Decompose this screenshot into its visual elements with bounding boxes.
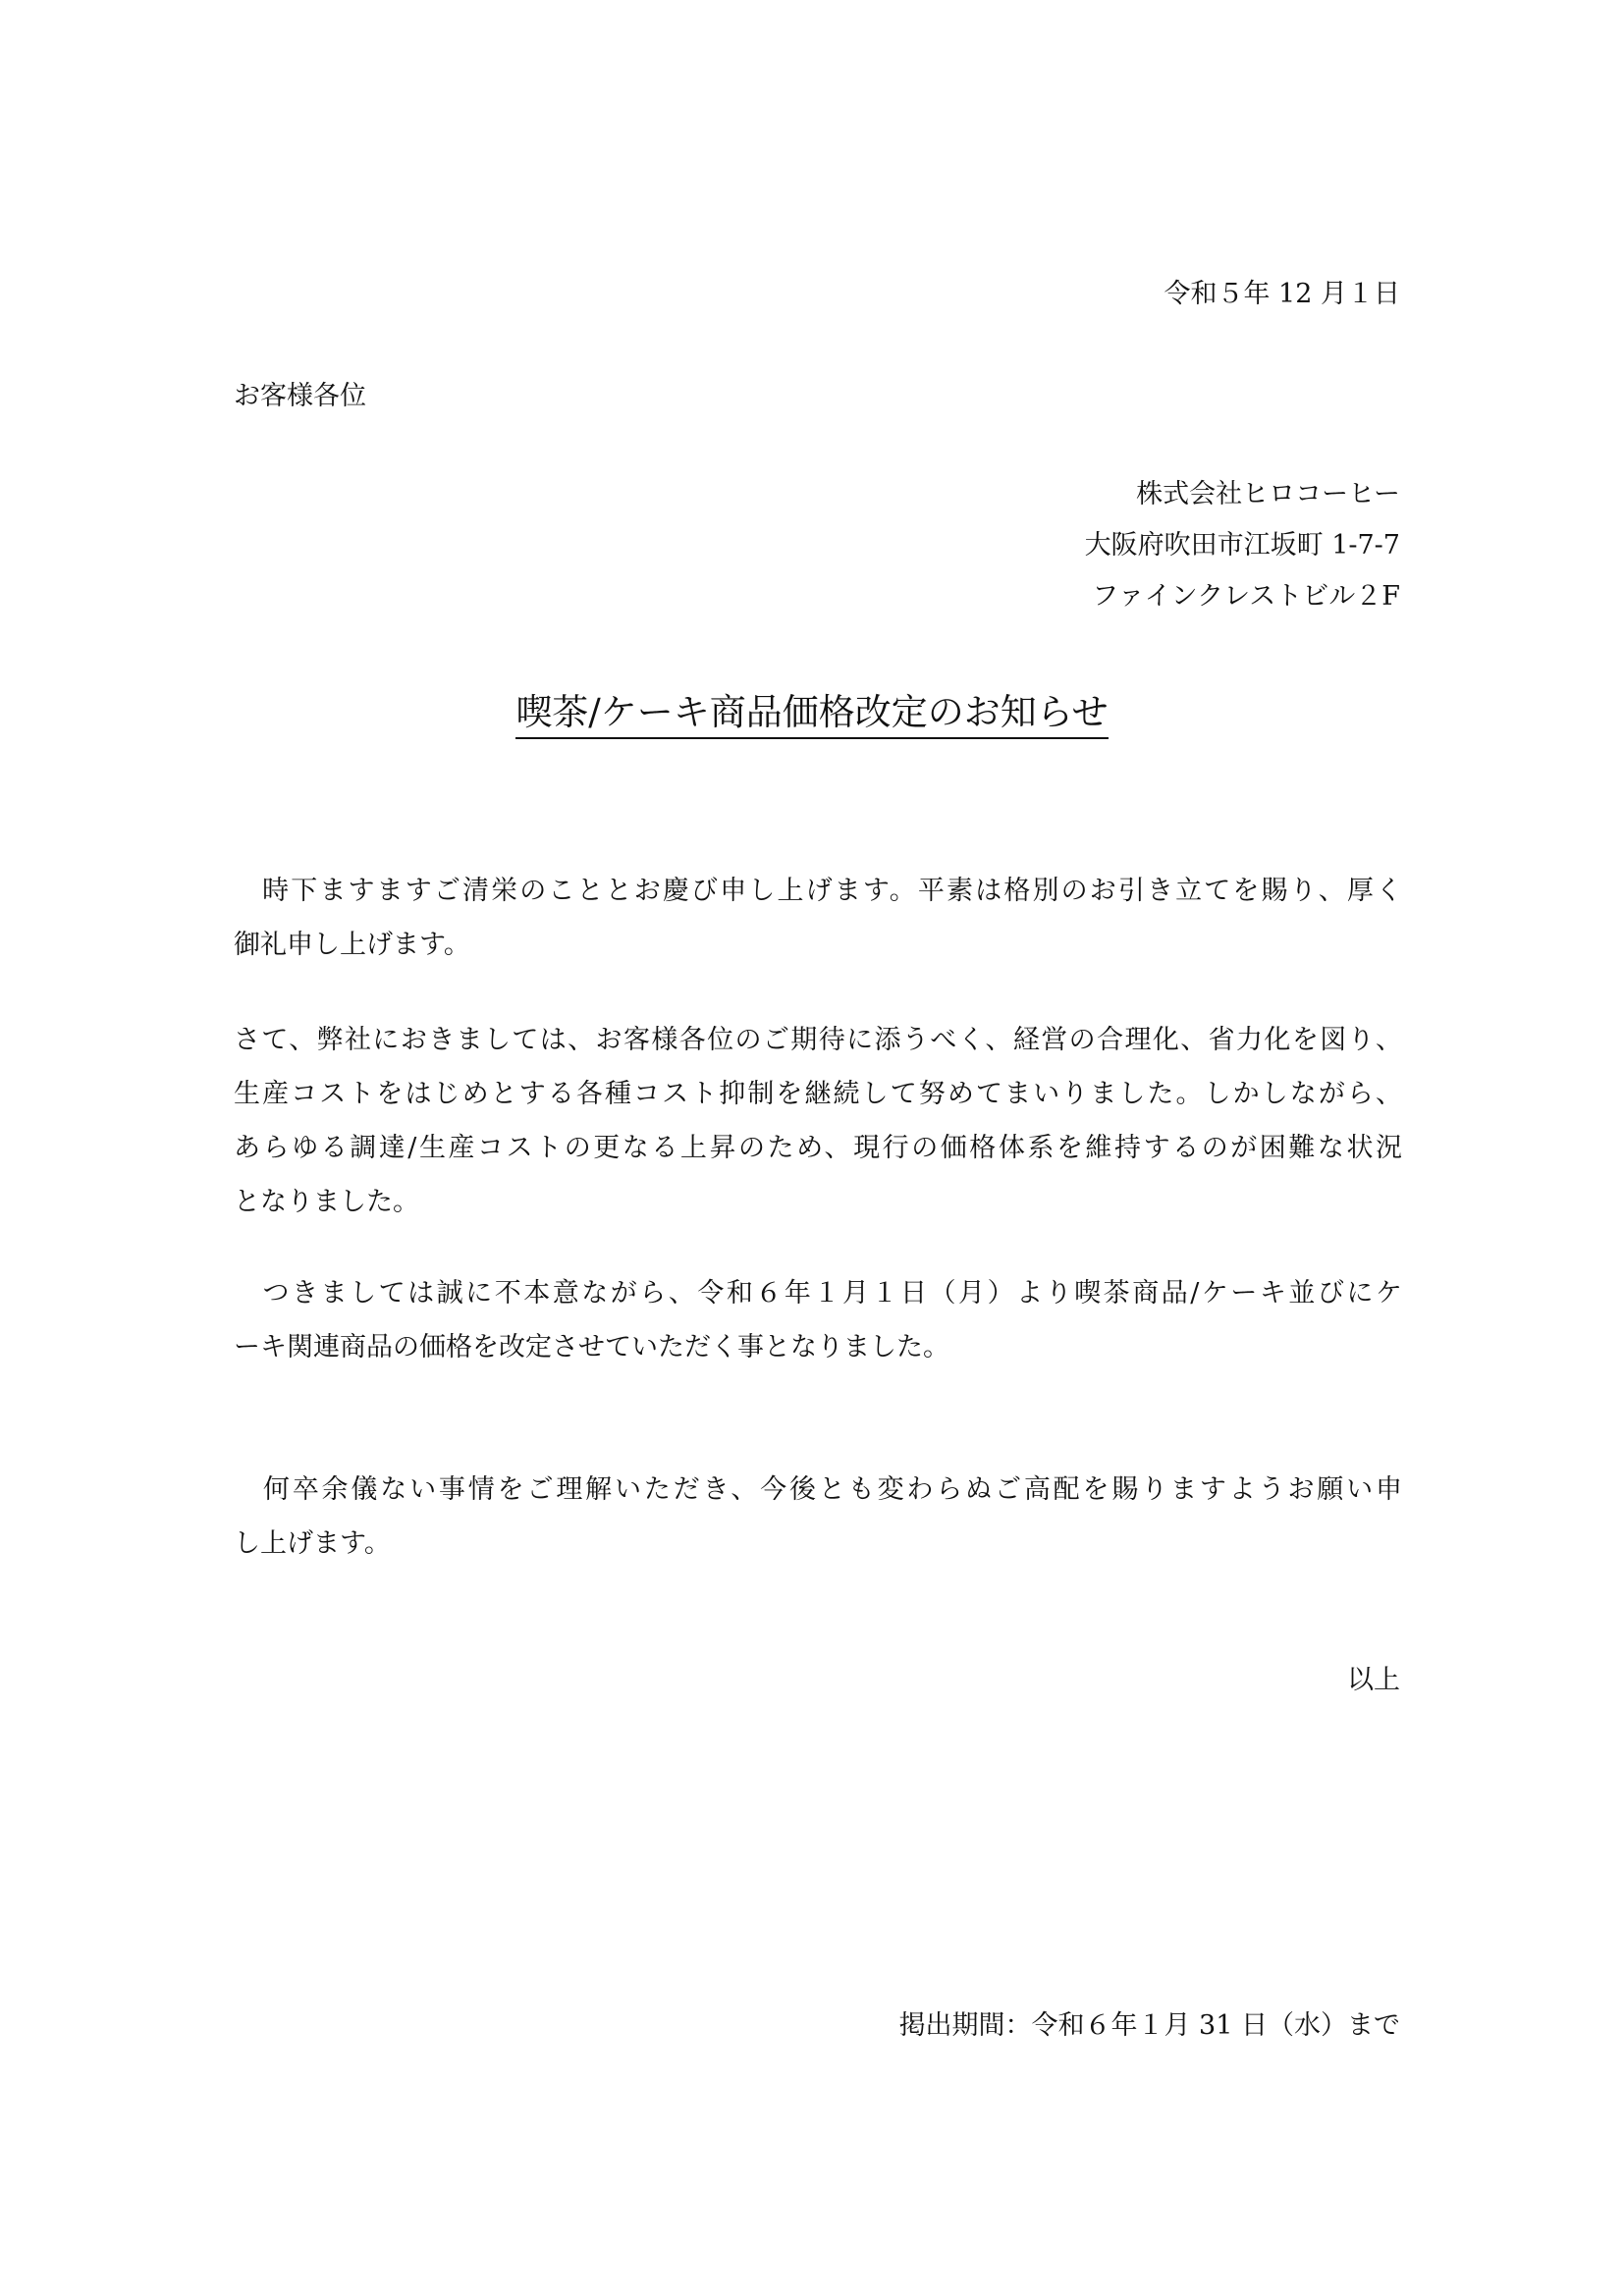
paragraph-line: 何卒余儀ない事情をご理解いただき、今後とも変わらぬご高配を賜りますようお願い申: [234, 1474, 1402, 1505]
document-title-text: 喫茶/ケーキ商品価格改定のお知らせ: [515, 691, 1108, 739]
recipient: お客様各位: [234, 381, 366, 411]
sender-company: 株式会社ヒロコーヒー: [1136, 479, 1400, 509]
paragraph-announcement: [234, 1266, 1402, 1374]
paragraph-line: つきましては誠に不本意ながら、令和６年１月１日（月）より喫茶商品/ケーキ並びにケ: [234, 1278, 1402, 1308]
paragraph-line: 御礼申し上げます。: [234, 930, 470, 960]
paragraph-line: 時下ますますご清栄のこととお慶び申し上げます。平素は格別のお引き立てを賜り、厚く: [234, 876, 1402, 906]
paragraph-line: さて、弊社におきましては、お客様各位のご期待に添うべく、経営の合理化、省力化を図り、: [234, 1025, 1402, 1055]
closing-word: 以上: [1347, 1665, 1400, 1695]
paragraph-line: となりました。: [234, 1187, 419, 1217]
paragraph-line: ーキ関連商品の価格を改定させていただく事となりました。: [234, 1332, 949, 1362]
document-title: [0, 687, 1624, 738]
paragraph-line: し上げます。: [234, 1528, 391, 1559]
posting-period: 掲出期間：令和６年１月 31 日（水）まで: [898, 2010, 1400, 2041]
paragraph-background: [234, 1013, 1402, 1229]
document-date: 令和５年 12 月１日: [1164, 279, 1400, 309]
paragraph-greeting: [234, 864, 1402, 972]
paragraph-line: 生産コストをはじめとする各種コスト抑制を継続して努めてまいりました。しかしながら、: [234, 1079, 1402, 1109]
paragraph-request: [234, 1463, 1402, 1571]
paragraph-line: あらゆる調達/生産コストの更なる上昇のため、現行の価格体系を維持するのが困難な状況: [234, 1133, 1402, 1163]
sender-building: ファインクレストビル２F: [1092, 581, 1400, 612]
sender-address: 大阪府吹田市江坂町 1-7-7: [1084, 530, 1400, 561]
